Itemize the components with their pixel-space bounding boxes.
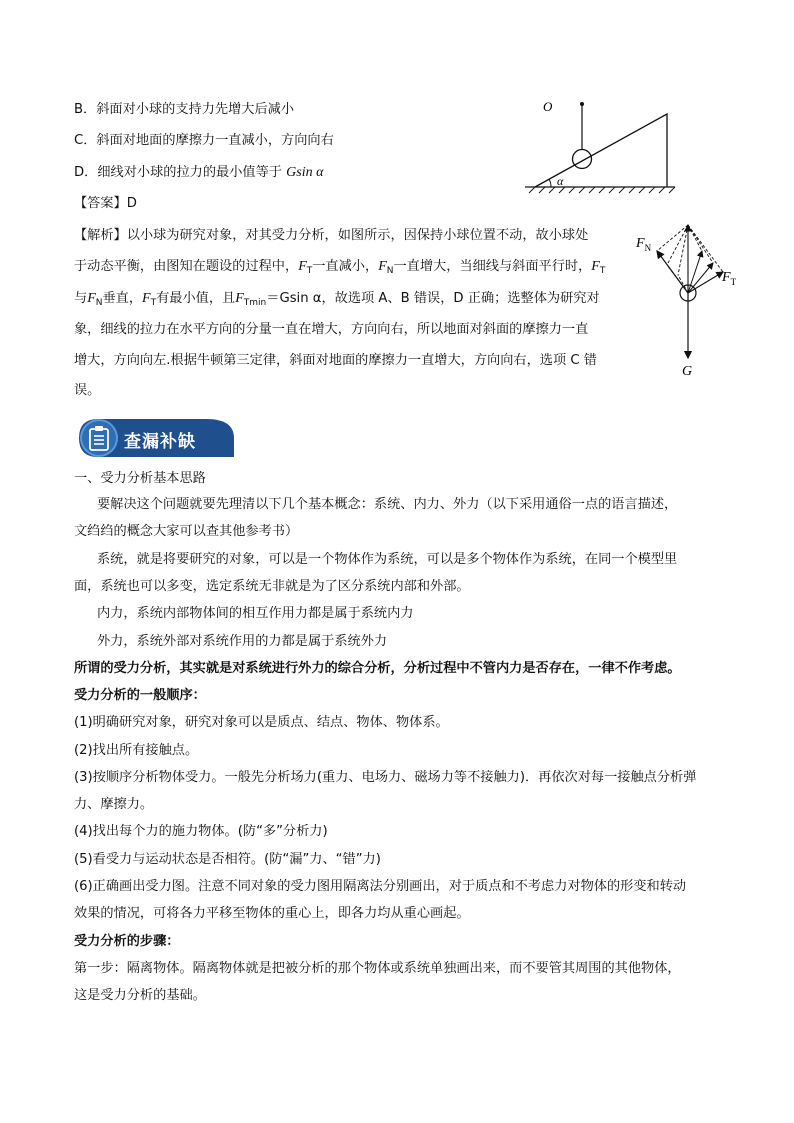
point-label-o: O xyxy=(543,99,553,114)
g-label: G xyxy=(682,364,693,379)
step-3-line-2: 力、摩擦力。 xyxy=(74,797,154,812)
analysis-line-4: 象，细线的拉力在水平方向的分量一直在增大，方向向右，所以地面对斜面的摩擦力一直 xyxy=(74,322,589,337)
step-6-line-2: 效果的情况，可将各力平移至物体的重心上，即各力均从重心画起。 xyxy=(74,906,470,921)
option-d-text: D．细线对小球的拉力的最小值等于 xyxy=(74,165,282,180)
answer-line xyxy=(74,194,137,214)
angle-label: α xyxy=(557,174,564,188)
incline-slope xyxy=(535,114,667,187)
banner-title: 查漏补缺 xyxy=(124,432,196,452)
answer-value: D xyxy=(126,196,137,211)
bold-steps-heading: 受力分析的步骤： xyxy=(74,934,180,949)
paragraph-2-line-1: 系统，就是将要研究的对象，可以是一个物体作为系统，可以是多个物体作为系统，在同一个模型里 xyxy=(97,552,678,567)
fn-label: $F_N$ xyxy=(636,236,652,253)
incline-figure xyxy=(515,92,685,200)
first-step-line-1: 第一步：隔离物体。隔离物体就是把被分析的那个物体或系统单独画出来，而不要管其周围的其他物体， xyxy=(74,961,681,976)
analysis-line-2: 于动态平衡，由图知在题设的过程中，$F_T$一直减小，$F_N$一直增大，当细线与斜面平行时，$F_T$ xyxy=(74,259,606,276)
heading-basic-approach: 一、受力分析基本思路 xyxy=(74,471,206,486)
analysis-line-5: 增大，方向向左.根据牛顿第三定律，斜面对地面的摩擦力一直增大，方向向右，选项 C 错 xyxy=(74,353,597,368)
analysis-line-3: 与$F_N$垂直，$F_T$有最小值，且$F_{Tmin}=Gsin$ α，故选项 A、B 错误，D 正确；选整体为研究对 xyxy=(74,291,600,308)
paragraph-1-line-2: 文绉绉的概念大家可以查其他参考书） xyxy=(74,524,299,539)
option-c: C．斜面对地面的摩擦力一直减小，方向向右 xyxy=(74,133,334,148)
paragraph-1-line-1: 要解决这个问题就要先理清以下几个基本概念：系统、内力、外力（以下采用通俗一点的语言描述， xyxy=(97,497,678,512)
answer-label: 【答案】 xyxy=(74,196,127,211)
dashed-construction xyxy=(657,225,723,293)
step-1: (1)明确研究对象，研究对象可以是质点、结点、物体、物体系。 xyxy=(74,715,449,730)
paragraph-2-line-2: 面，系统也可以多变，选定系统无非就是为了区分系统内部和外部。 xyxy=(74,579,470,594)
step-6-line-1: (6)正确画出受力图。注意不同对象的受力图用隔离法分别画出，对于质点和不考虑力对物体的形变和转动 xyxy=(74,879,687,894)
option-d-formula: Gsin α xyxy=(286,165,324,180)
force-diagram xyxy=(628,215,748,380)
option-b: B．斜面对小球的支持力先增大后减小 xyxy=(74,102,295,117)
ft-label: $F_T$ xyxy=(722,270,737,287)
first-step-line-2: 这是受力分析的基础。 xyxy=(74,988,206,1003)
ft-arrow xyxy=(688,272,723,293)
ft-arrow-3 xyxy=(688,251,702,293)
step-2: (2)找出所有接触点。 xyxy=(74,743,199,758)
angle-arc xyxy=(549,179,551,187)
analysis-line-6: 误。 xyxy=(74,383,101,398)
step-5: (5)看受力与运动状态是否相符。(防“漏”力、“错”力) xyxy=(74,852,381,867)
paragraph-internal-force: 内力，系统内部物体间的相互作用力都是属于系统内力 xyxy=(97,606,414,621)
bold-general-order: 受力分析的一般顺序： xyxy=(74,688,206,703)
option-d xyxy=(74,163,323,183)
bold-statement: 所谓的受力分析，其实就是对系统进行外力的综合分析，分析过程中不管内力是否存在，一律不作考虑。 xyxy=(74,661,681,676)
clipboard-icon xyxy=(88,425,110,451)
step-3-line-1: (3)按顺序分析物体受力。一般先分析场力(重力、电场力、磁场力等不接触力)．再依次对每一接触点分析弹 xyxy=(74,770,697,785)
ground-hatching xyxy=(529,187,675,193)
paragraph-external-force: 外力，系统外部对系统作用的力都是属于系统外力 xyxy=(97,634,388,649)
ball xyxy=(573,150,592,169)
section-banner xyxy=(76,415,236,461)
step-4: (4)找出每个力的施力物体。(防“多”分析力) xyxy=(74,824,328,839)
ft-arrow-2 xyxy=(688,263,713,293)
analysis-line-1: 【解析】以小球为研究对象，对其受力分析，如图所示，因保持小球位置不动，故小球处 xyxy=(74,228,589,243)
analysis-label: 【解析】 xyxy=(74,228,127,243)
